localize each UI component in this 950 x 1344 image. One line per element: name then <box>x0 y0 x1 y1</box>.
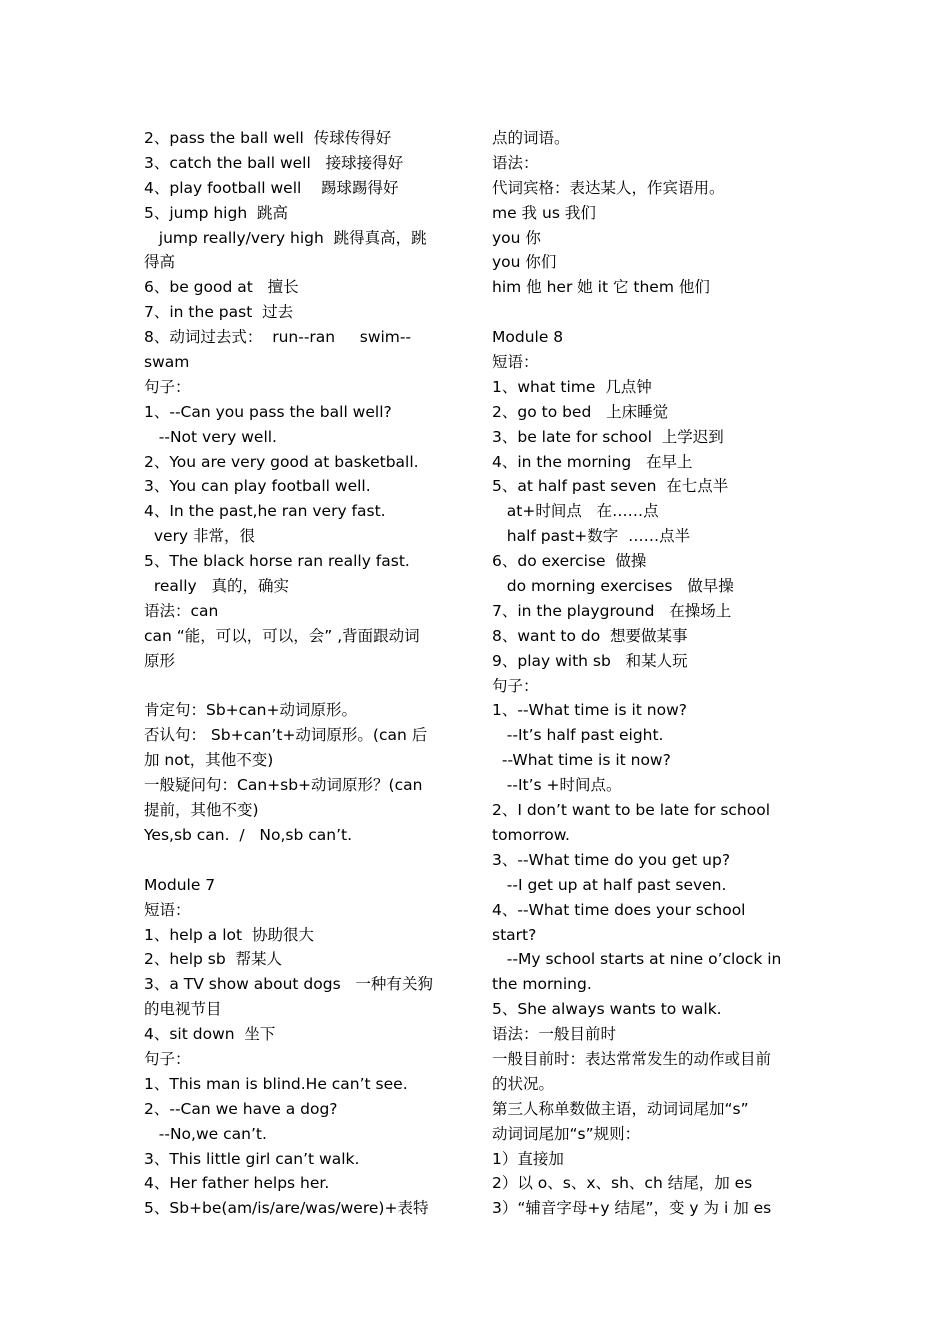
right-column-line-19: do morning exercises 做早操 <box>492 577 734 596</box>
right-column-line-14: 4、in the morning 在早上 <box>492 452 693 471</box>
right-column-line-21: 8、want to do 想要做某事 <box>492 626 688 645</box>
left-column-line-43: 4、Her father helps her. <box>144 1174 330 1193</box>
left-column-line-13: --Not very well. <box>144 427 277 446</box>
left-column-line-22: 原形 <box>144 651 176 670</box>
left-column-line-32: 短语： <box>144 900 191 919</box>
left-column-line-33: 1、help a lot 协助很大 <box>144 925 314 944</box>
left-column-line-44: 5、Sb+be(am/is/are/was/were)+表特 <box>144 1199 429 1218</box>
left-column-line-34: 2、help sb 帮某人 <box>144 950 283 969</box>
left-column-line-28: 提前，其他不变) <box>144 801 259 820</box>
right-column-line-1: 点的词语。 <box>492 129 570 147</box>
left-column-line-14: 2、You are very good at basketball. <box>144 452 419 471</box>
right-column-line-39: 的状况。 <box>492 1074 555 1093</box>
right-column-line-32: 4、--What time does your school <box>492 900 746 919</box>
left-column-line-15: 3、You can play football well. <box>144 477 371 496</box>
right-column-line-25: --It’s half past eight. <box>492 726 664 745</box>
left-column-line-12: 1、--Can you pass the ball well? <box>144 402 392 421</box>
right-column-line-5: you 你 <box>492 228 541 247</box>
left-column-line-6: 得高 <box>144 253 176 272</box>
left-column-line-37: 4、sit down 坐下 <box>144 1025 276 1044</box>
right-column-line-36: 5、She always wants to walk. <box>492 1000 722 1019</box>
left-column-line-40: 2、--Can we have a dog? <box>144 1099 338 1118</box>
left-column-line-5: jump really/very high 跳得真高，跳 <box>144 228 427 247</box>
right-column-line-15: 5、at half past seven 在七点半 <box>492 477 729 496</box>
left-text-column <box>144 126 460 1221</box>
right-column-line-37: 语法：一般目前时 <box>492 1025 617 1044</box>
right-column-line-13: 3、be late for school 上学迟到 <box>492 427 724 446</box>
left-column-line-9: 8、动词过去式： run--ran swim-- <box>144 328 412 347</box>
left-column-line-42: 3、This little girl can’t walk. <box>144 1149 360 1168</box>
left-column-line-1: 2、pass the ball well 传球传得好 <box>144 129 392 147</box>
right-column-line-28: 2、I don’t want to be late for school <box>492 801 771 820</box>
right-column-line-7: him 他 her 她 it 它 them 他们 <box>492 278 710 297</box>
left-column-line-23 <box>144 674 460 699</box>
left-column-line-8: 7、in the past 过去 <box>144 303 294 322</box>
right-column-line-9: Module 8 <box>492 328 564 347</box>
left-column-line-11: 句子： <box>144 377 191 396</box>
left-column-line-2: 3、catch the ball well 接球接得好 <box>144 153 404 172</box>
left-column-line-10: swam <box>144 353 190 372</box>
left-column-line-25: 否认句： Sb+can’t+动词原形。(can 后 <box>144 726 428 745</box>
right-column-line-26: --What time is it now? <box>492 751 671 770</box>
left-column-line-36: 的电视节目 <box>144 1000 222 1019</box>
left-column-line-24: 肯定句：Sb+can+动词原形。 <box>144 701 357 720</box>
right-column-line-2: 语法： <box>492 153 539 172</box>
right-column-line-44: 3）“辅音字母+y 结尾”，变 y 为 i 加 es <box>492 1199 772 1218</box>
right-column-line-18: 6、do exercise 做操 <box>492 552 647 571</box>
left-column-line-3: 4、play football well 踢球踢得好 <box>144 178 399 197</box>
right-column-line-27: --It’s +时间点。 <box>492 776 622 795</box>
left-column-line-21: can “能，可以，可以，会” ,背面跟动词 <box>144 626 420 645</box>
left-column-line-7: 6、be good at 擅长 <box>144 278 299 297</box>
left-column-line-29: Yes,sb can. / No,sb can’t. <box>144 825 353 844</box>
left-column-line-4: 5、jump high 跳高 <box>144 203 289 222</box>
right-column-line-11: 1、what time 几点钟 <box>492 377 652 396</box>
right-column-line-4: me 我 us 我们 <box>492 203 596 222</box>
right-column-line-8 <box>492 300 808 325</box>
left-column-line-35: 3、a TV show about dogs 一种有关狗 <box>144 975 433 994</box>
left-column-line-39: 1、This man is blind.He can’t see. <box>144 1074 408 1093</box>
right-column-line-12: 2、go to bed 上床睡觉 <box>492 402 669 421</box>
left-column-line-27: 一般疑问句：Can+sb+动词原形？(can <box>144 776 423 795</box>
left-column-line-16: 4、In the past,he ran very fast. <box>144 502 386 521</box>
right-column-line-16: at+时间点 在……点 <box>492 502 659 521</box>
right-column-line-29: tomorrow. <box>492 825 570 844</box>
right-column-line-33: start? <box>492 925 537 944</box>
right-text-column <box>492 126 808 1221</box>
left-column-line-26: 加 not，其他不变) <box>144 751 274 770</box>
left-column-line-30 <box>144 848 460 873</box>
right-column-line-10: 短语： <box>492 353 539 372</box>
left-column-line-31: Module 7 <box>144 875 216 894</box>
right-column-line-3: 代词宾格：表达某人，作宾语用。 <box>492 178 725 197</box>
left-column-line-18: 5、The black horse ran really fast. <box>144 552 410 571</box>
right-column-line-34: --My school starts at nine o’clock in <box>492 950 782 969</box>
right-column-line-23: 句子： <box>492 676 539 695</box>
left-column-line-38: 句子： <box>144 1049 191 1068</box>
left-column-line-20: 语法：can <box>144 601 219 620</box>
right-column-line-24: 1、--What time is it now? <box>492 701 687 720</box>
right-column-line-42: 1）直接加 <box>492 1149 564 1168</box>
right-column-line-17: half past+数字 ……点半 <box>492 527 691 546</box>
right-column-line-40: 第三人称单数做主语，动词词尾加“s” <box>492 1099 749 1118</box>
left-column-line-17: very 非常，很 <box>144 527 256 546</box>
right-column-line-35: the morning. <box>492 975 592 994</box>
left-column-line-19: really 真的，确实 <box>144 577 289 596</box>
right-column-line-38: 一般目前时：表达常常发生的动作或目前 <box>492 1049 772 1068</box>
left-column-line-41: --No,we can’t. <box>144 1124 267 1143</box>
right-column-line-31: --I get up at half past seven. <box>492 875 727 894</box>
right-column-line-30: 3、--What time do you get up? <box>492 850 731 869</box>
right-column-line-22: 9、play with sb 和某人玩 <box>492 651 688 670</box>
right-column-line-43: 2）以 o、s、x、sh、ch 结尾，加 es <box>492 1174 753 1193</box>
right-column-line-20: 7、in the playground 在操场上 <box>492 601 732 620</box>
right-column-line-6: you 你们 <box>492 253 557 272</box>
right-column-line-41: 动词词尾加“s”规则： <box>492 1124 641 1143</box>
